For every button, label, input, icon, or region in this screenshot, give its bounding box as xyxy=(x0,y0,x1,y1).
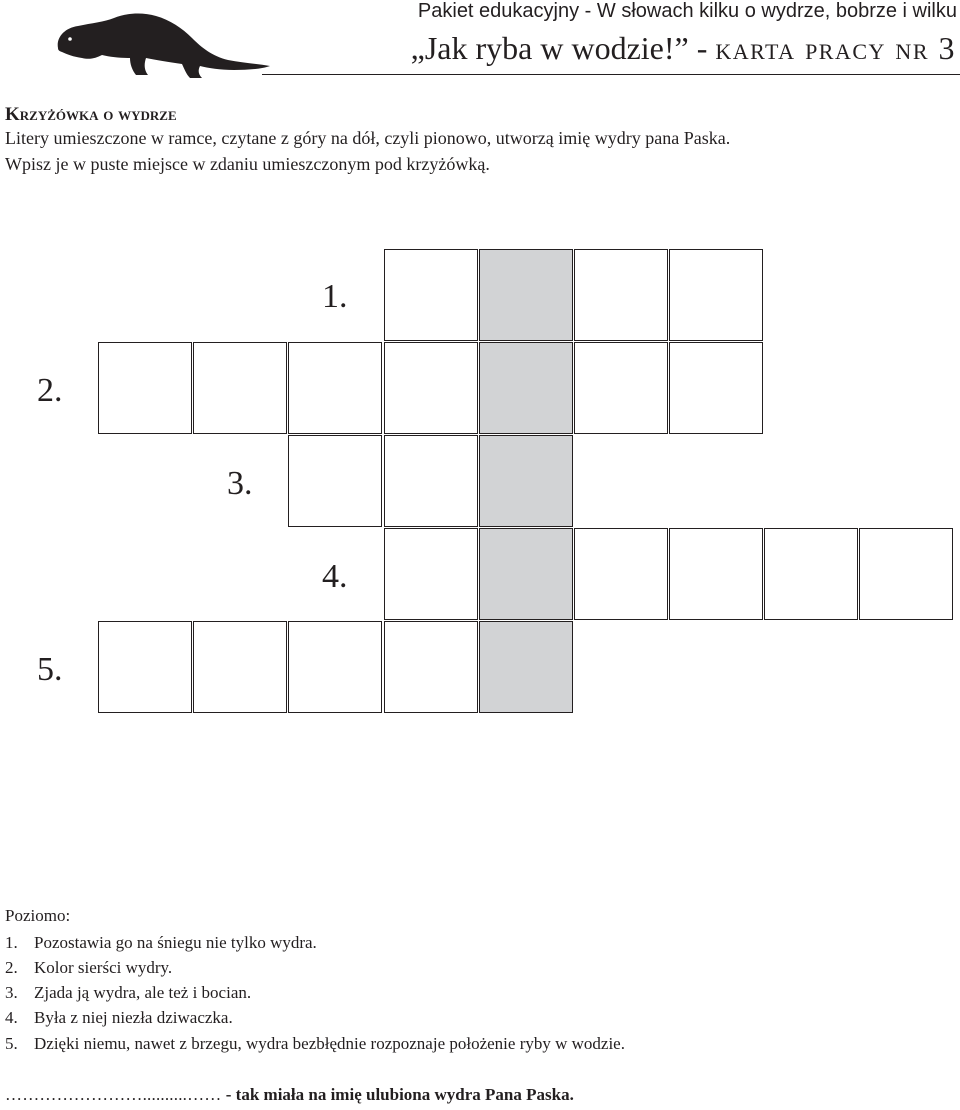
section-title: Krzyżówka o wydrze xyxy=(5,104,177,125)
worksheet-title-main: „Jak ryba w wodzie!” - xyxy=(410,30,716,66)
crossword-cell-password[interactable] xyxy=(479,435,573,527)
crossword-cell[interactable] xyxy=(288,342,382,434)
row-number-3: 3. xyxy=(227,465,253,502)
clue-number: 4. xyxy=(5,1008,18,1027)
row-number-1: 1. xyxy=(322,278,348,315)
worksheet-title-number: karta pracy nr 3 xyxy=(715,30,956,66)
clues-heading: Poziomo: xyxy=(5,906,71,925)
answer-sentence xyxy=(5,1085,574,1105)
clue-item xyxy=(5,983,251,1003)
clue-text: Kolor sierści wydry. xyxy=(34,958,173,977)
worksheet-title xyxy=(411,30,956,67)
crossword-cell[interactable] xyxy=(288,621,382,713)
crossword-cell[interactable] xyxy=(669,342,763,434)
clue-number: 5. xyxy=(5,1034,18,1053)
clue-text: Zjada ją wydra, ale też i bocian. xyxy=(34,983,252,1002)
answer-blank[interactable]: ……………………..........…… xyxy=(5,1085,222,1104)
clue-number: 1. xyxy=(5,933,18,952)
crossword-cell[interactable] xyxy=(859,528,953,620)
crossword-cell[interactable] xyxy=(384,435,478,527)
clue-item xyxy=(5,933,317,953)
clue-text: Pozostawia go na śniegu nie tylko wydra. xyxy=(34,933,317,952)
clue-number: 2. xyxy=(5,958,18,977)
crossword-cell[interactable] xyxy=(574,528,668,620)
crossword-cell[interactable] xyxy=(764,528,858,620)
clue-item xyxy=(5,1034,625,1054)
crossword-cell[interactable] xyxy=(384,342,478,434)
crossword-cell-password[interactable] xyxy=(479,342,573,434)
crossword-cell[interactable] xyxy=(98,621,192,713)
clue-item xyxy=(5,1008,233,1028)
crossword-cell[interactable] xyxy=(574,342,668,434)
crossword-cell-password[interactable] xyxy=(479,528,573,620)
row-number-2: 2. xyxy=(37,372,63,409)
clue-number: 3. xyxy=(5,983,18,1002)
instruction-line: Litery umieszczone w ramce, czytane z góry na dół, czyli pionowo, utworzą imię wydry pana Paska. xyxy=(5,128,731,148)
header-divider xyxy=(262,74,960,75)
header-pretitle: Pakiet edukacyjny - W słowach kilku o wydrze, bobrze i wilku xyxy=(417,0,957,22)
clue-text: Dzięki niemu, nawet z brzegu, wydra bezbłędnie rozpoznaje położenie ryby w wodzie. xyxy=(34,1034,625,1053)
crossword-cell[interactable] xyxy=(193,342,287,434)
instruction-line: Wpisz je w puste miejsce w zdaniu umieszczonym pod krzyżówką. xyxy=(5,154,490,174)
row-number-4: 4. xyxy=(322,558,348,595)
crossword-cell-password[interactable] xyxy=(479,249,573,341)
crossword-cell[interactable] xyxy=(384,528,478,620)
crossword-cell[interactable] xyxy=(669,528,763,620)
row-number-5: 5. xyxy=(37,651,63,688)
crossword-cell[interactable] xyxy=(98,342,192,434)
clue-item xyxy=(5,958,172,978)
crossword-cell[interactable] xyxy=(288,435,382,527)
crossword-cell[interactable] xyxy=(193,621,287,713)
clue-text: Była z niej niezła dziwaczka. xyxy=(34,1008,233,1027)
crossword-cell-password[interactable] xyxy=(479,621,573,713)
crossword-cell[interactable] xyxy=(384,621,478,713)
otter-silhouette-icon xyxy=(52,8,272,82)
crossword-cell[interactable] xyxy=(669,249,763,341)
answer-text: - tak miała na imię ulubiona wydra Pana Paska. xyxy=(221,1085,574,1104)
crossword-cell[interactable] xyxy=(384,249,478,341)
crossword-cell[interactable] xyxy=(574,249,668,341)
